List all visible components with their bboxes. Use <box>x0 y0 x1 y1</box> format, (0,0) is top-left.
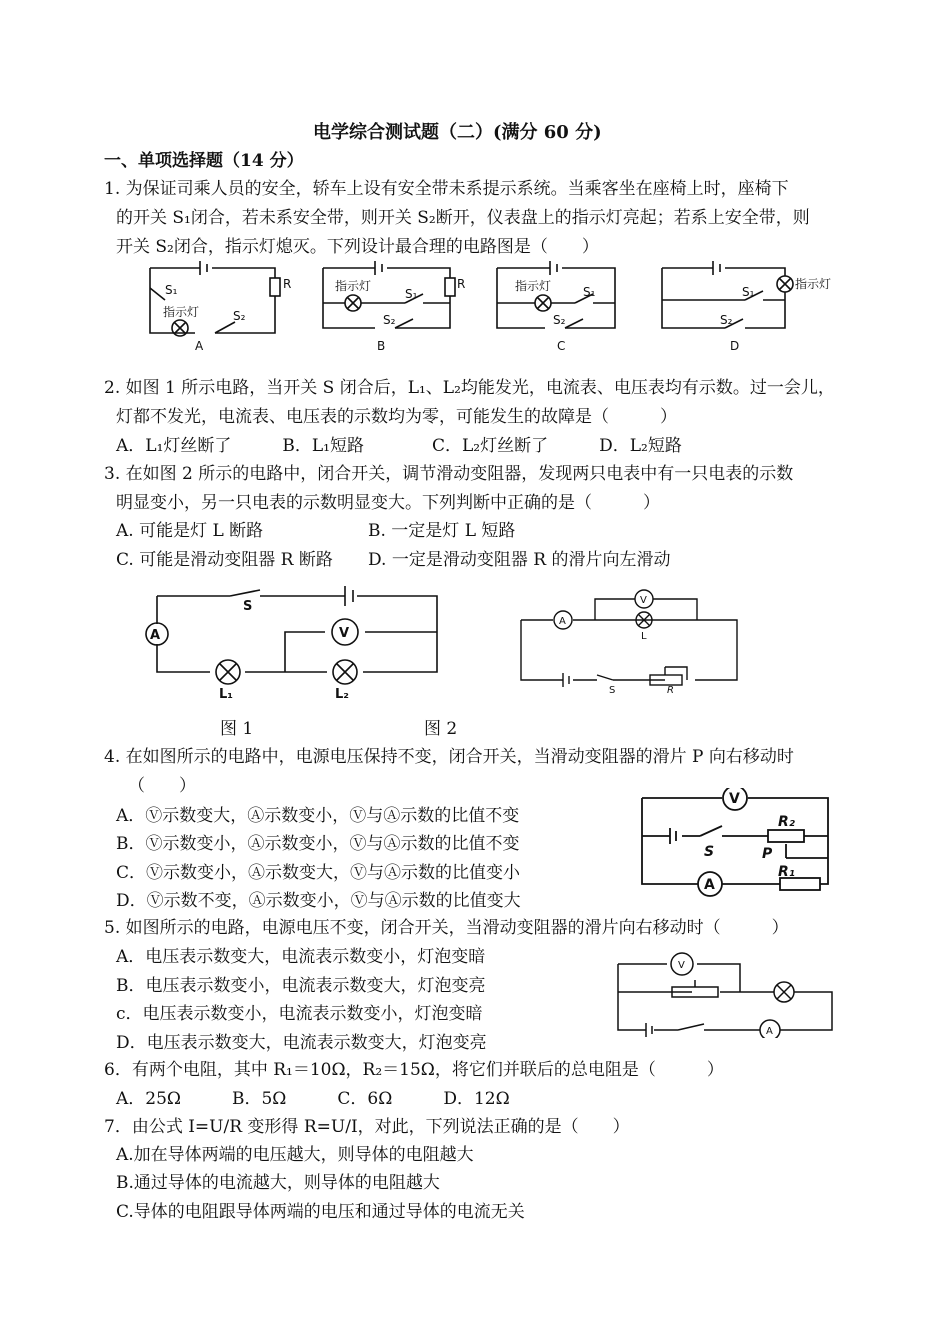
b-lamp-label: 指示灯 <box>335 279 372 293</box>
q3-option-a: A. 可能是灯 L 断路 <box>116 521 264 541</box>
figure-1-circuit <box>135 582 455 702</box>
b-s1-label: S₁ <box>405 287 418 301</box>
d-caption: D <box>730 339 740 353</box>
a-caption: A <box>195 339 204 353</box>
fig1-ammeter-label: A <box>150 628 161 643</box>
figure-2-circuit <box>515 585 755 697</box>
c-s2-label: S₂ <box>553 313 566 327</box>
a-r-label: R <box>283 277 292 291</box>
q4-option-d: D．Ⓥ示数不变，Ⓐ示数变小，Ⓥ与Ⓐ示数的比值变大 <box>116 891 521 911</box>
q1-circuit-figures <box>135 258 855 354</box>
fig2-rheostat-label: R <box>667 685 674 696</box>
q4-option-a: A．Ⓥ示数变大，Ⓐ示数变小，Ⓥ与Ⓐ示数的比值不变 <box>116 806 520 826</box>
b-s2-label: S₂ <box>383 313 396 327</box>
fig2-ammeter-label: A <box>559 616 566 627</box>
q1-line-2: 的开关 S₁闭合，若未系安全带，则开关 S₂断开，仪表盘上的指示灯亮起；若系上安全带，则 <box>116 208 810 228</box>
q1-line-1: 1. 为保证司乘人员的安全，轿车上设有安全带未系提示系统。当乘客坐在座椅上时，座椅下 <box>104 179 789 199</box>
q4-ammeter-label: A <box>704 877 715 893</box>
q3-line-1: 3. 在如图 2 所示的电路中，闭合开关，调节滑动变阻器，发现两只电表中有一只电表的示数 <box>104 464 794 484</box>
q7-option-a: A.加在导体两端的电压越大，则导体的电阻越大 <box>116 1145 474 1165</box>
d-s1-label: S₁ <box>742 285 755 299</box>
q2-line-1: 2. 如图 1 所示电路，当开关 S 闭合后，L₁、L₂均能发光，电流表、电压表均有示数。过一会儿， <box>104 378 835 398</box>
q3-option-b: B. 一定是灯 L 短路 <box>368 521 516 541</box>
a-s1-label: S₁ <box>165 283 178 297</box>
q5-ammeter-label: A <box>766 1026 773 1037</box>
c-lamp-label: 指示灯 <box>515 279 552 293</box>
fig1-switch-label: S <box>243 599 253 614</box>
c-s1-label: S₁ <box>583 285 596 299</box>
figure-2-caption: 图 2 <box>424 719 458 739</box>
q4-circuit <box>630 788 845 898</box>
a-s2-label: S₂ <box>233 309 246 323</box>
section-heading: 一、单项选择题（14 分） <box>104 151 304 171</box>
fig2-switch-label: S <box>609 685 616 696</box>
page-title: 电学综合测试题（二）(满分 60 分) <box>313 122 602 143</box>
q7-option-b: B.通过导体的电流越大，则导体的电阻越大 <box>116 1173 440 1193</box>
q6-options: A．25Ω B．5Ω C．6Ω D．12Ω <box>116 1089 510 1109</box>
q4-option-b: B．Ⓥ示数变小，Ⓐ示数变小，Ⓥ与Ⓐ示数的比值不变 <box>116 834 520 854</box>
q5-line-1: 5. 如图所示的电路，电源电压不变，闭合开关，当滑动变阻器的滑片向右移动时（ ） <box>104 918 789 938</box>
q5-voltmeter-label: V <box>678 960 685 971</box>
q5-option-c: c．电压表示数变小，电流表示数变小，灯泡变暗 <box>116 1004 483 1024</box>
q6-line-1: 6．有两个电阻，其中 R₁＝10Ω，R₂＝15Ω，将它们并联后的总电阻是（ ） <box>104 1060 724 1080</box>
c-caption: C <box>557 339 566 353</box>
d-lamp-label: 指示灯 <box>795 277 832 291</box>
q5-option-d: D．电压表示数变大，电流表示数变大，灯泡变亮 <box>116 1033 487 1053</box>
q4-option-c: C．Ⓥ示数变小，Ⓐ示数变大，Ⓥ与Ⓐ示数的比值变小 <box>116 863 521 883</box>
b-caption: B <box>377 339 386 353</box>
q1-line-3: 开关 S₂闭合，指示灯熄灭。下列设计最合理的电路图是（ ） <box>116 237 599 257</box>
q4-voltmeter-label: V <box>729 791 740 807</box>
q3-option-c: C. 可能是滑动变阻器 R 断路 <box>116 550 333 570</box>
fig1-voltmeter-label: V <box>339 626 350 641</box>
q5-option-a: A．电压表示数变大，电流表示数变小，灯泡变暗 <box>116 947 486 967</box>
q4-line-1: 4. 在如图所示的电路中，电源电压保持不变，闭合开关，当滑动变阻器的滑片 P 向右移动时 <box>104 747 794 767</box>
d-s2-label: S₂ <box>720 313 733 327</box>
q4-line-2: （ ） <box>128 776 196 796</box>
q3-option-d: D. 一定是滑动变阻器 R 的滑片向左滑动 <box>368 550 671 570</box>
fig2-voltmeter-label: V <box>640 595 647 606</box>
fig1-l2-label: L₂ <box>335 687 349 702</box>
q5-circuit <box>612 950 842 1038</box>
q4-r1-label: R₁ <box>778 864 795 880</box>
q4-slider-label: P <box>762 846 773 862</box>
b-r-label: R <box>457 277 466 291</box>
a-lamp-label: 指示灯 <box>163 305 200 319</box>
fig2-lamp-label: L <box>641 631 647 642</box>
q3-line-2: 明显变小，另一只电表的示数明显变大。下列判断中正确的是（ ） <box>116 493 660 513</box>
q7-line-1: 7．由公式 I=U/R 变形得 R=U/I，对此，下列说法正确的是（ ） <box>104 1117 630 1137</box>
q5-option-b: B．电压表示数变小，电流表示数变大，灯泡变亮 <box>116 976 486 996</box>
circuit-a <box>150 261 280 336</box>
q7-option-c: C.导体的电阻跟导体两端的电压和通过导体的电流无关 <box>116 1202 525 1222</box>
figure-1-caption: 图 1 <box>220 719 254 739</box>
fig1-l1-label: L₁ <box>219 687 233 702</box>
q2-options: A．L₁灯丝断了 B．L₁短路 C．L₂灯丝断了 D．L₂短路 <box>116 436 682 456</box>
q4-switch-label: S <box>704 844 715 860</box>
q4-r2-label: R₂ <box>778 814 795 830</box>
q2-line-2: 灯都不发光，电流表、电压表的示数均为零，可能发生的故障是（ ） <box>116 407 677 427</box>
